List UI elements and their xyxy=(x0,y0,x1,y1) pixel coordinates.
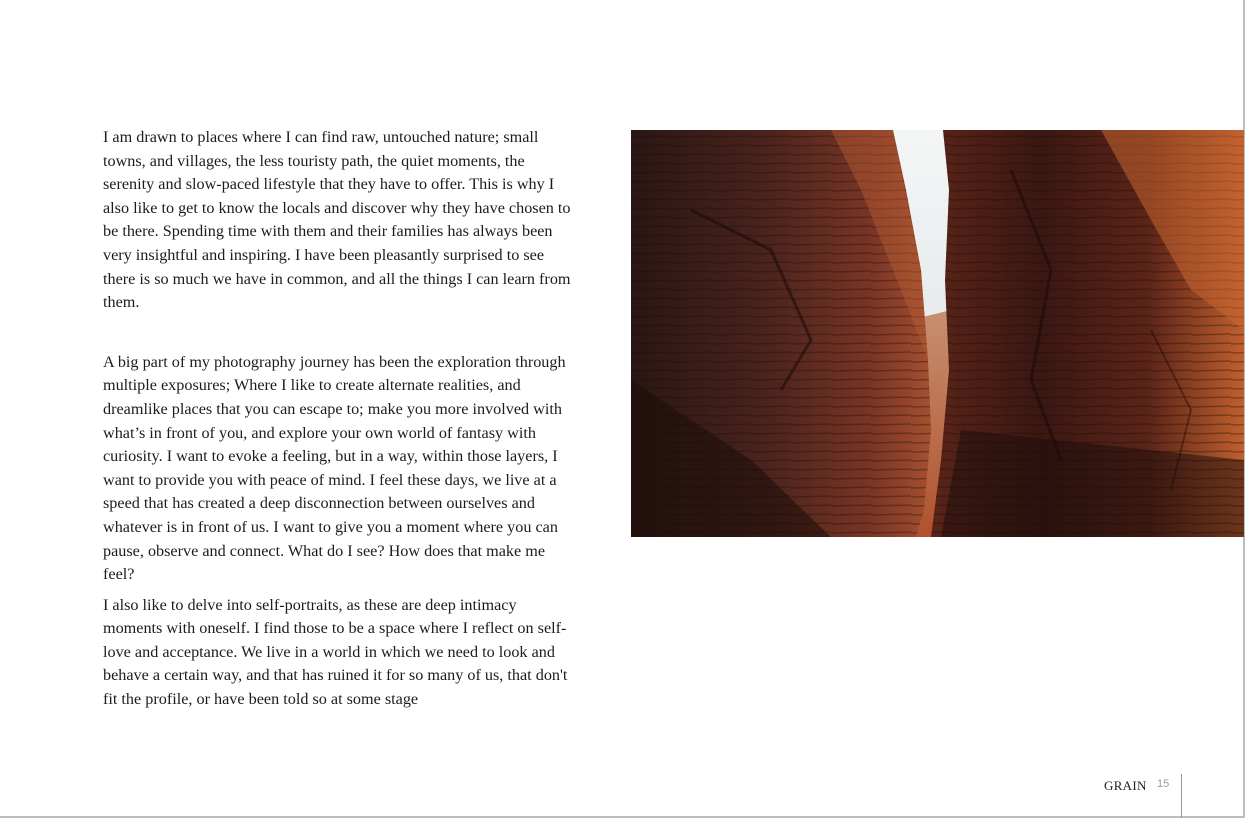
canyon-photo-illustration xyxy=(631,130,1244,537)
article-paragraph-1: I am drawn to places where I can find raw, untouched nature; small towns, and villages, the less touristy path, the quiet moments, the serenity and slow-paced lifestyle that they have to offer. This is why I also like to get to know the locals and discover why they have chosen to be there. Spending time with them and their families has always been very insightful and inspiring. I have been pleasantly surprised to see there is so much we have in common, and all the things I can learn from them. xyxy=(103,128,571,312)
article-paragraph-3: I also like to delve into self-portraits, as these are deep intimacy moments with oneself. I find those to be a space where I reflect on self-love and acceptance. We live in a world in which we need to look and behave a certain way, and that has ruined it for so many of us, that don't fit the profile, or have been told so at some stage xyxy=(103,595,568,709)
article-text-column xyxy=(103,126,573,712)
article-paragraph-2: A big part of my photography journey has been the exploration through multiple exposures; Where I like to create alternate realities, and dreamlike places that you can escape to; make you more involved with what’s in front of you, and explore your own world of fantasy with curiosity. I want to evoke a feeling, but in a way, within those layers, I want to provide you with peace of mind. I feel these days, we live at a speed that has created a deep disconnection between ourselves and whatever is in front of us. I want to give you a moment where you can pause, observe and connect. What do I see? How does that make me feel? xyxy=(103,352,566,584)
canyon-photograph xyxy=(631,130,1244,537)
publication-name: GRAIN xyxy=(1104,778,1147,793)
footer-divider xyxy=(1181,774,1182,818)
page-number: 15 xyxy=(1157,778,1170,790)
